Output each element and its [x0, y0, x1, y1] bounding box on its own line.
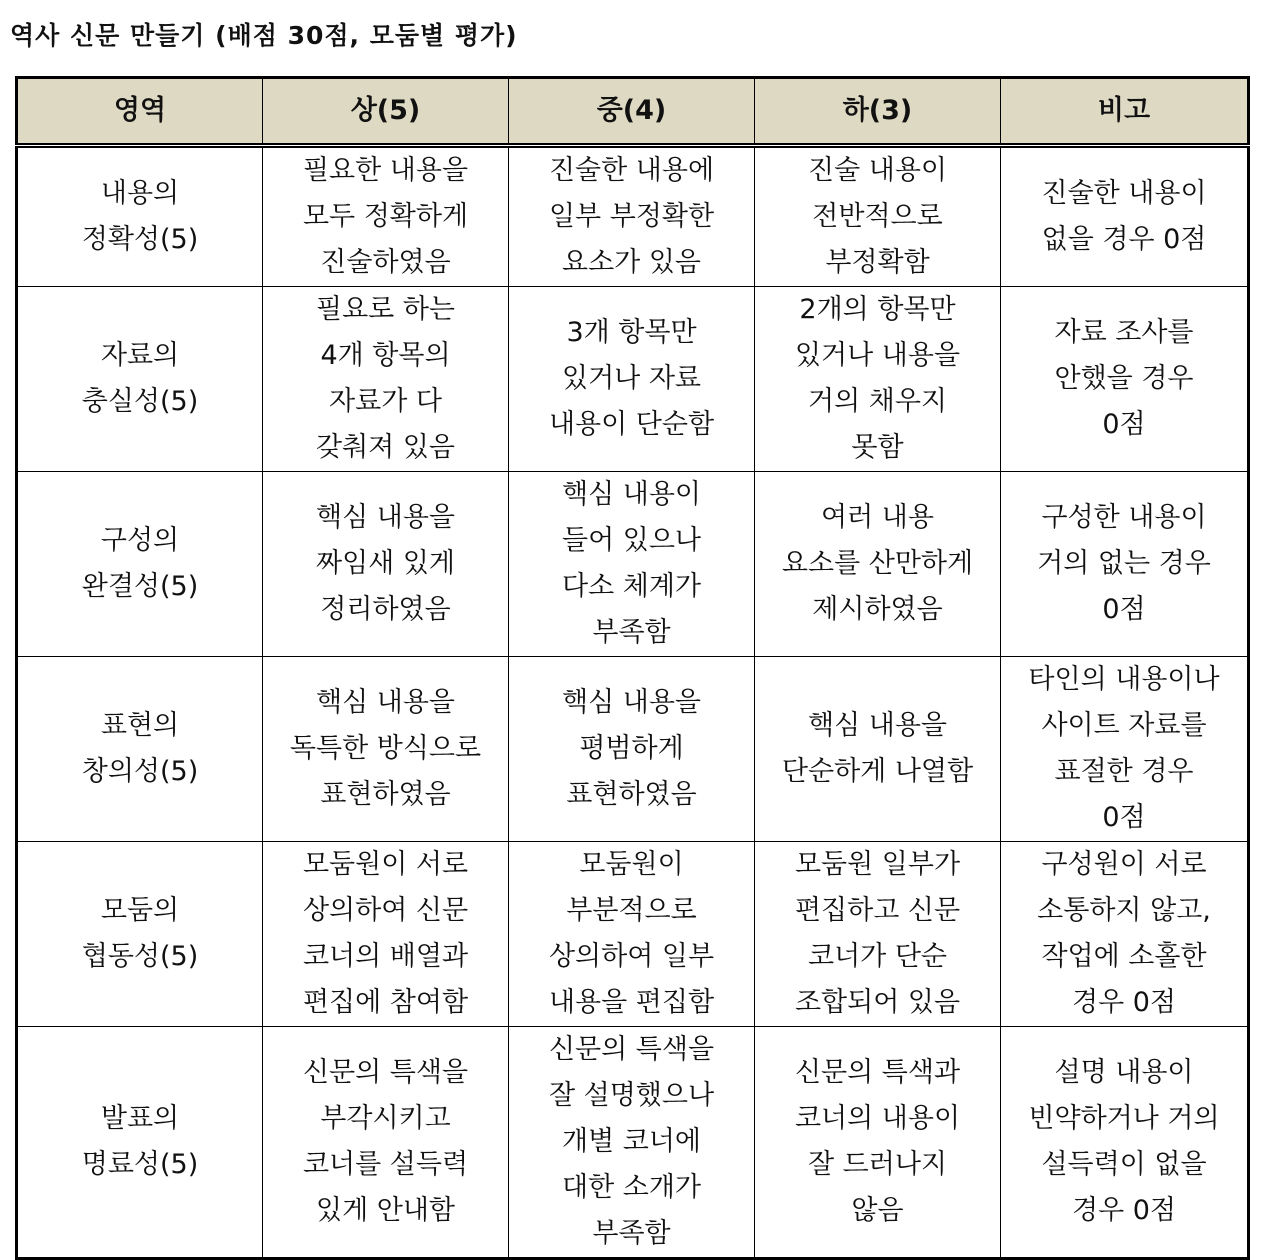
- low-text: 2개의 항목만 있거나 내용을 거의 채우지 못함: [794, 294, 961, 463]
- mid-text: 모둠원이 부분적으로 상의하여 일부 내용을 편집함: [548, 849, 715, 1018]
- note-cell: [1001, 1027, 1249, 1259]
- mid-text: 핵심 내용이 들어 있으나 다소 체계가 부족함: [562, 479, 701, 648]
- low-text: 진술 내용이 전반적으로 부정확함: [808, 155, 947, 278]
- document-title: 역사 신문 만들기 (배점 30점, 모둠별 평가): [10, 21, 518, 50]
- mid-text: 신문의 특색을 잘 설명했으나 개별 코너에 대한 소개가 부족함: [548, 1034, 715, 1249]
- high-cell: [263, 842, 509, 1027]
- table-row: [17, 287, 1249, 472]
- low-text: 핵심 내용을 단순하게 나열함: [781, 710, 974, 787]
- note-text: 진술한 내용이 없을 경우 0점: [1041, 178, 1207, 255]
- low-text: 모둠원 일부가 편집하고 신문 코너가 단순 조합되어 있음: [794, 849, 961, 1018]
- header-row: [17, 78, 1249, 146]
- header-area: 영역: [17, 78, 263, 146]
- criterion-text: 자료의 충실성(5): [81, 340, 199, 417]
- header-note: 비고: [1001, 78, 1249, 146]
- table-row: [17, 146, 1249, 287]
- mid-text: 3개 항목만 있거나 자료 내용이 단순함: [548, 317, 715, 440]
- low-cell: [755, 1027, 1001, 1259]
- table-row: [17, 1027, 1249, 1259]
- note-text: 구성원이 서로 소통하지 않고, 작업에 소홀한 경우 0점: [1037, 849, 1211, 1018]
- table-row: [17, 657, 1249, 842]
- low-cell: [755, 657, 1001, 842]
- criterion-cell: [17, 146, 263, 287]
- high-cell: [263, 472, 509, 657]
- mid-cell: [509, 657, 755, 842]
- note-cell: [1001, 657, 1249, 842]
- low-text: 신문의 특색과 코너의 내용이 잘 드러나지 않음: [794, 1057, 961, 1226]
- low-cell: [755, 472, 1001, 657]
- header-low: 하(3): [755, 78, 1001, 146]
- high-text: 신문의 특색을 부각시키고 코너를 설득력 있게 안내함: [302, 1057, 469, 1226]
- criterion-cell: [17, 1027, 263, 1259]
- note-cell: [1001, 287, 1249, 472]
- criterion-text: 표현의 창의성(5): [81, 710, 199, 787]
- mid-text: 진술한 내용에 일부 부정확한 요소가 있음: [548, 155, 715, 278]
- rubric-table: [15, 76, 1250, 1260]
- high-cell: [263, 1027, 509, 1259]
- table-row: [17, 472, 1249, 657]
- note-cell: [1001, 146, 1249, 287]
- criterion-text: 모둠의 협동성(5): [81, 895, 199, 972]
- low-cell: [755, 287, 1001, 472]
- high-text: 핵심 내용을 짜임새 있게 정리하였음: [316, 502, 455, 625]
- high-text: 필요로 하는 4개 항목의 자료가 다 갖춰져 있음: [316, 294, 455, 463]
- high-cell: [263, 287, 509, 472]
- note-cell: [1001, 842, 1249, 1027]
- low-cell: [755, 146, 1001, 287]
- note-text: 타인의 내용이나 사이트 자료를 표절한 경우 0점: [1028, 664, 1220, 833]
- note-text: 자료 조사를 안했을 경우 0점: [1054, 317, 1194, 440]
- mid-cell: [509, 472, 755, 657]
- note-text: 구성한 내용이 거의 없는 경우 0점: [1037, 502, 1211, 625]
- high-cell: [263, 657, 509, 842]
- criterion-text: 구성의 완결성(5): [81, 525, 199, 602]
- mid-text: 핵심 내용을 평범하게 표현하였음: [562, 687, 701, 810]
- low-cell: [755, 842, 1001, 1027]
- criterion-cell: [17, 287, 263, 472]
- high-cell: [263, 146, 509, 287]
- high-text: 모둠원이 서로 상의하여 신문 코너의 배열과 편집에 참여함: [302, 849, 469, 1018]
- note-cell: [1001, 472, 1249, 657]
- mid-cell: [509, 146, 755, 287]
- note-text: 설명 내용이 빈약하거나 거의 설득력이 없을 경우 0점: [1028, 1057, 1220, 1226]
- header-high: 상(5): [263, 78, 509, 146]
- header-mid: 중(4): [509, 78, 755, 146]
- mid-cell: [509, 287, 755, 472]
- criterion-cell: [17, 472, 263, 657]
- criterion-text: 내용의 정확성(5): [81, 178, 199, 255]
- criterion-cell: [17, 842, 263, 1027]
- mid-cell: [509, 1027, 755, 1259]
- criterion-text: 발표의 명료성(5): [81, 1103, 199, 1180]
- low-text: 여러 내용 요소를 산만하게 제시하였음: [781, 502, 974, 625]
- table-row: [17, 842, 1249, 1027]
- high-text: 필요한 내용을 모두 정확하게 진술하였음: [302, 155, 469, 278]
- high-text: 핵심 내용을 독특한 방식으로 표현하였음: [289, 687, 482, 810]
- mid-cell: [509, 842, 755, 1027]
- criterion-cell: [17, 657, 263, 842]
